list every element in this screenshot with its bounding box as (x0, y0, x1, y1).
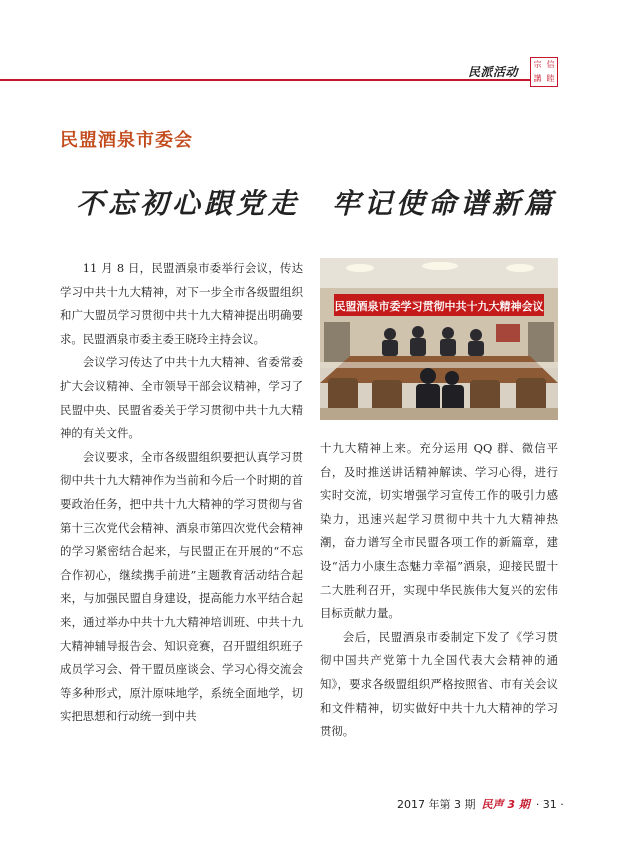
paragraph: 会议学习传达了中共十九大精神、省委常委扩大会议精神、全市领导干部会议精神，学习了民盟中央、民盟省委关于学习贯彻中共十九大精神的有关文件。 (60, 355, 303, 441)
page-footer (397, 796, 564, 812)
organization-title: 民盟酒泉市委会 (60, 130, 193, 151)
paragraph-continuation: 十九大精神上来。充分运用 QQ 群、微信平台，及时推送讲话精神解读、学习心得，进行实时交流，切实增强学习宣传工作的吸引力感染力，迅速兴起学习贯彻中共十九大精神热潮，奋力谱写全市民盟各项工作的新篇章，建设“活力小康生态魅力幸福”酒泉，迎接民盟十二大胜利召开，实现中华民族伟大复兴的宏伟目标贡献力量。 (320, 441, 558, 621)
right-column (320, 437, 558, 744)
meeting-photo-illustration (320, 258, 558, 420)
banner-text: 民盟酒泉市委学习贯彻中共十九大精神会议 (334, 300, 544, 313)
paragraph: 会议要求，全市各级盟组织要把认真学习贯彻中共十九大精神作为当前和今后一个时期的首要政治任务，把中共十九大精神的学习贯彻与省第十三次党代会精神、酒泉市第四次党代会精神的学习紧密结合起来，与民盟正在开展的“不忘合作初心，继续携手前进”主题教育活动结合起来，与加强民盟自身建设，提高能力水平结合起来，通过举办中共十九大精神培训班、中共十九大精神辅导报告会、知识竞赛，召开盟组织班子成员学习会、骨干盟员座谈会、学习心得交流会等多种形式，原汁原味地学，系统全面地学，切实把思想和行动统一到中共 (60, 449, 303, 724)
left-column (60, 257, 303, 729)
paragraph: 会后，民盟酒泉市委制定下发了《学习贯彻中国共产党第十九全国代表大会精神的通知》，要求各级盟组织严格按照省、市有关会议和文件精神，切实做好中共十九大精神的学习贯彻。 (320, 629, 558, 739)
section-tag: 民派活动 (468, 65, 519, 79)
headline-part-2: 牢记使命谱新篇 (332, 187, 557, 220)
seal-char: 睦 (546, 74, 555, 83)
issue-label: 2017 年第 3 期 (397, 798, 476, 811)
meeting-photo (320, 258, 558, 420)
headline-part-1: 不忘初心跟党走 (76, 187, 301, 220)
issue-mark: 民声 3 期 (481, 798, 530, 811)
magazine-seal-logo (530, 57, 558, 87)
seal-char: 信 (546, 60, 555, 69)
page-number: · 31 · (535, 798, 564, 811)
paragraph: 11 月 8 日，民盟酒泉市委举行会议，传达学习中共十九大精神，对下一步全市各级盟组织和广大盟员学习贯彻中共十九大精神提出明确要求。民盟酒泉市委主委王晓玲主持会议。 (60, 261, 303, 346)
seal-char: 宗 (533, 60, 542, 69)
seal-char: 講 (533, 74, 542, 83)
article-headline (76, 182, 576, 222)
